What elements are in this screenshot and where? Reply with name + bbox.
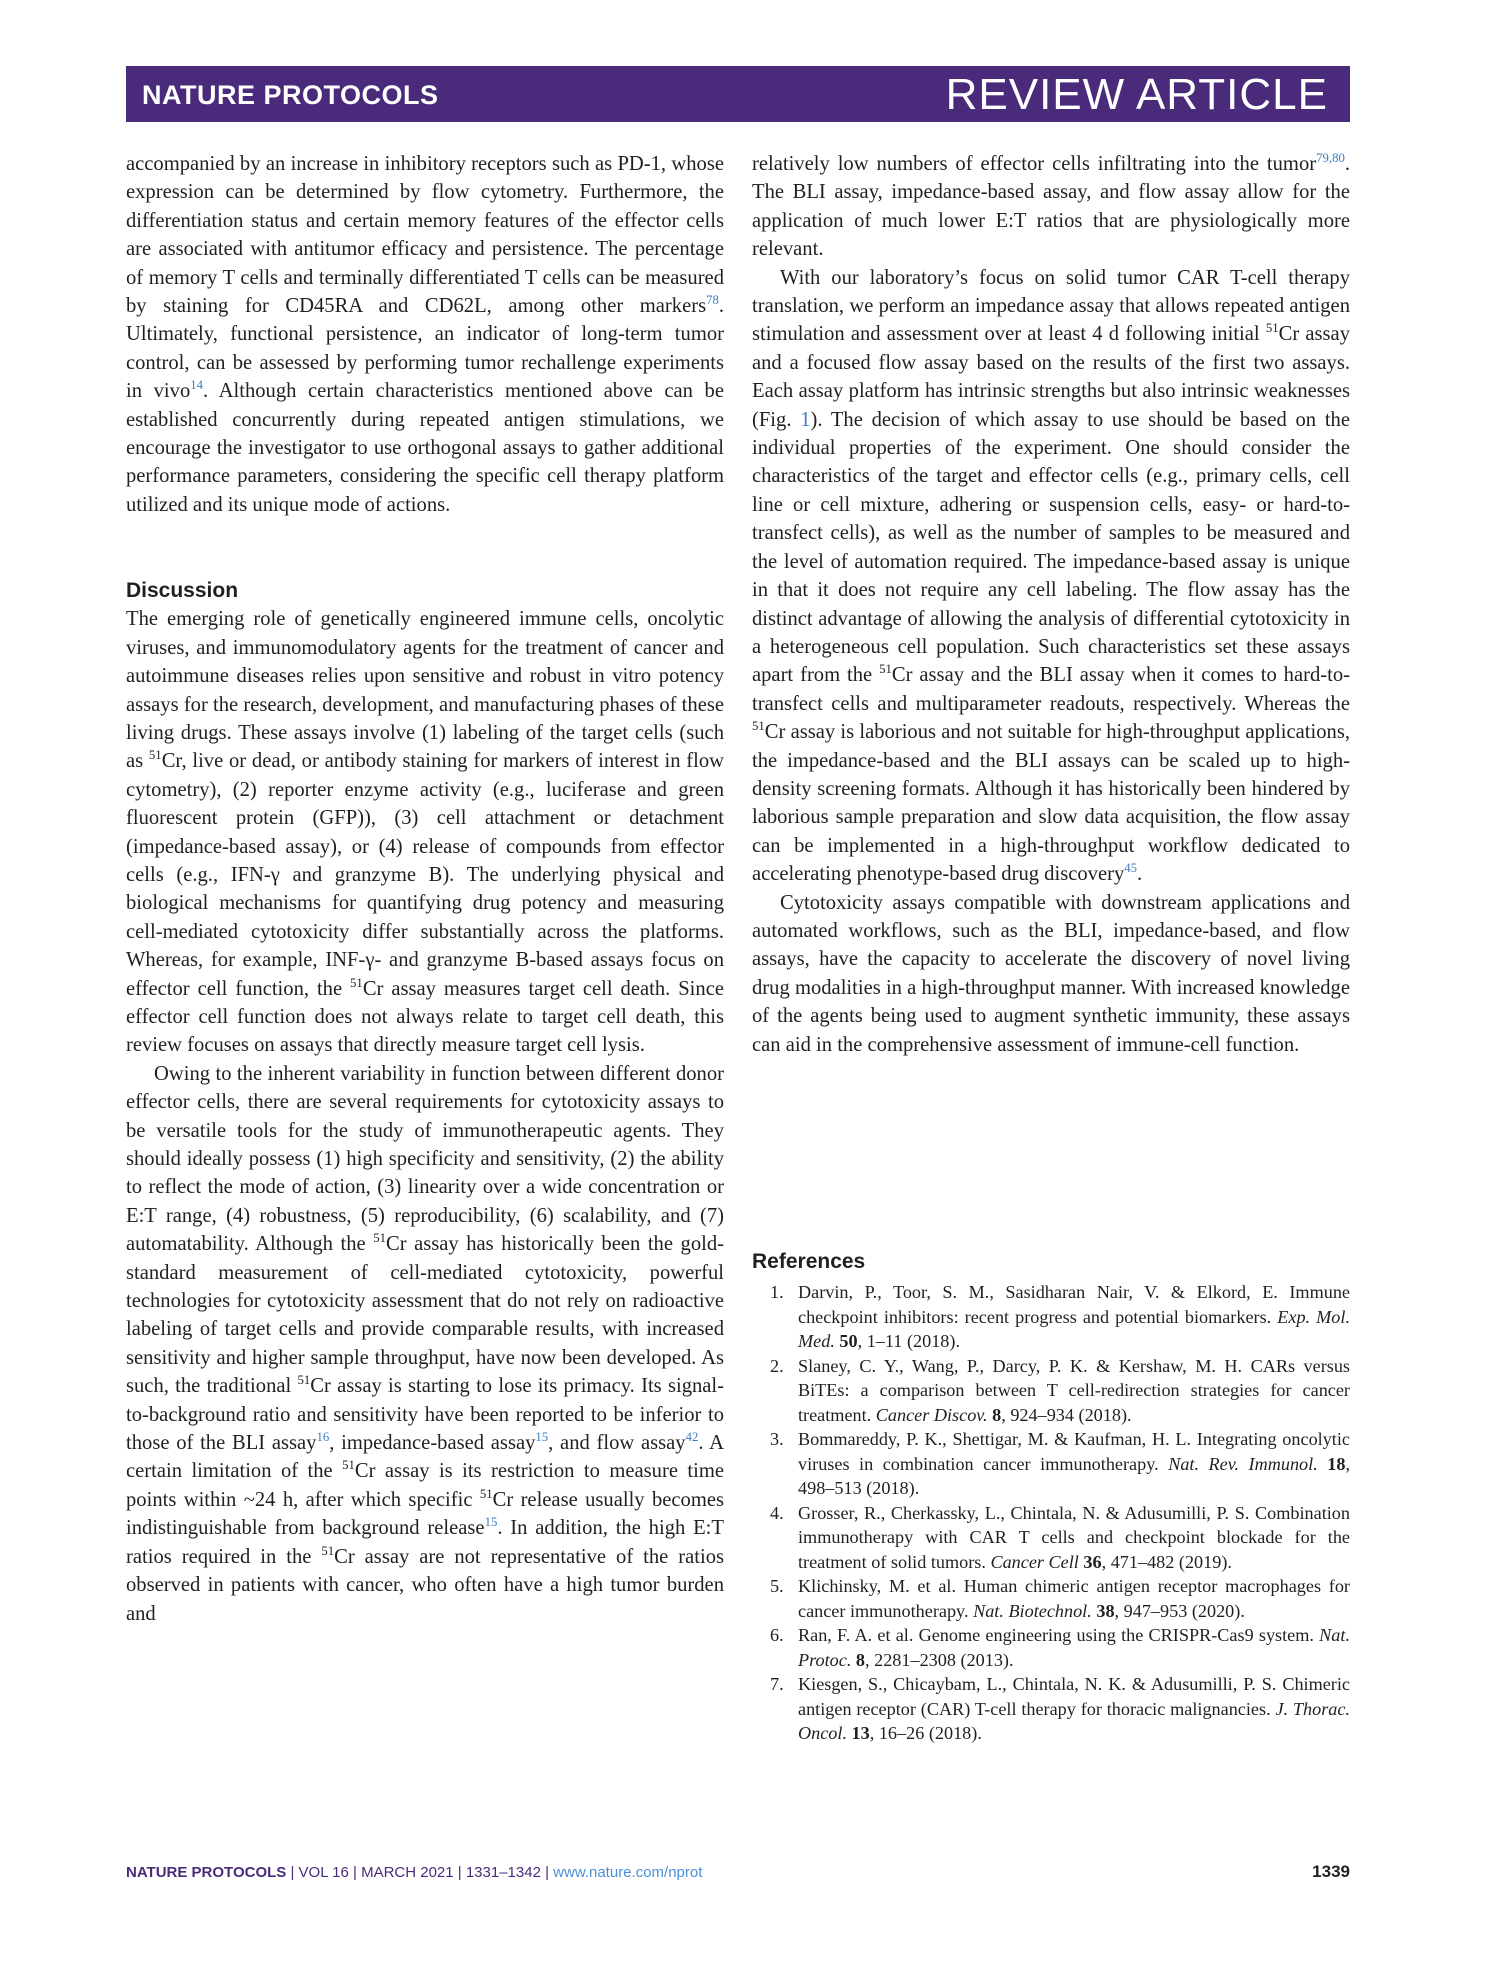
references-section <box>752 1248 1350 1746</box>
journal-header-bar <box>126 66 1350 122</box>
citation-link[interactable]: 14 <box>190 378 204 393</box>
paragraph: Owing to the inherent variability in function between different donor effector cells, there are several requirements for cytotoxicity assays to be versatile tools for the study of immunotherapeutic agents. They should ideally possess (1) high specificity and sensitivity, (2) the ability to reflect the mode of action, (3) linearity over a wide concentration or E:T range, (4) robustness, (5) reproducibility, (6) scalability, and (7) automatability. Although the $^{51}$Cr assay has historically been the gold-standard measurement of cell-mediated cytotoxicity, powerful technologies for cytotoxicity assessment that do not rely on radioactive labeling of target cells and provide comparable results, with increased sensitivity and higher sample throughput, have now been developed. As such, the traditional $^{51}$Cr assay is starting to lose its primacy. Its signal-to-background ratio and sensitivity have been reported to be inferior to those of the BLI assay$^{16}$, impedance-based assay$^{15}$, and flow assay$^{42}$. A certain limitation of the $^{51}$Cr assay is its restriction to measure time points within ~24 h, after which specific $^{51}$Cr release usually becomes indistinguishable from background release$^{15}$. In addition, the high E:T ratios required in the $^{51}$Cr assay are not representative of the ratios observed in patients with cancer, who often have a high tumor burden and <box>126 1062 725 1625</box>
reference-volume: 8 <box>992 1404 1002 1425</box>
paragraph: relatively low numbers of effector cells infiltrating into the tumor$^{79,80}$. The BLI assay, impedance-based assay, and flow assay allow for the application of much lower E:T ratios that are physiologically more relevant. <box>752 151 1350 261</box>
citation-link[interactable]: 16 <box>316 1430 330 1445</box>
reference-item: 5. Klichinsky, M. et al. Human chimeric antigen receptor macrophages for cancer immunotherapy. Nat. Biotechnol. 38, 947–953 (2020). <box>770 1576 1350 1621</box>
page-footer <box>126 1862 1350 1886</box>
journal-url-link[interactable]: www.nature.com/nprot <box>553 1864 703 1881</box>
reference-volume: 38 <box>1096 1600 1115 1621</box>
page-number: 1339 <box>1312 1862 1350 1881</box>
journal-name: NATURE PROTOCOLS <box>142 80 439 110</box>
paragraph: Cytotoxicity assays compatible with downstream applications and automated workflows, such as the BLI, impedance-based, and flow assays, have the capacity to accelerate the discovery of novel living drug modalities in a high-throughput manner. With increased knowledge of the agents being used to augment synthetic immunity, these assays can aid in the comprehensive assessment of immune-cell function. <box>752 891 1350 1056</box>
reference-number: 5. <box>770 1576 784 1596</box>
reference-volume: 50 <box>839 1331 858 1351</box>
reference-journal: Exp. Mol. Med. <box>798 1306 1351 1351</box>
left-column <box>126 150 724 1628</box>
citation-link[interactable]: 79,80 <box>1316 151 1345 166</box>
article-type: REVIEW ARTICLE <box>945 70 1328 119</box>
citation-link[interactable]: 45 <box>1124 861 1138 876</box>
reference-list <box>752 1280 1350 1746</box>
reference-number: 6. <box>770 1625 784 1645</box>
reference-journal: Cancer Cell <box>990 1551 1079 1572</box>
reference-number: 3. <box>770 1429 784 1449</box>
reference-number: 7. <box>770 1674 784 1694</box>
paragraph: The emerging role of genetically engineered immune cells, oncolytic viruses, and immunomodulatory agents for the treatment of cancer and autoimmune diseases relies upon sensitive and robust in vitro potency assays for the research, development, and manufacturing phases of these living drugs. These assays involve (1) labeling of the target cells (such as $^{51}$Cr, live or dead, or antibody staining for markers of interest in flow cytometry), (2) reporter enzyme activity (e.g., luciferase and green fluorescent protein (GFP)), (3) cell attachment or detachment (impedance-based assay), or (4) release of compounds from effector cells (e.g., IFN-γ and granzyme B). The underlying physical and biological mechanisms for quantifying drug potency and measuring cell-mediated cytotoxicity differ substantially across the platforms. Whereas, for example, INF-γ- and granzyme B-based assays focus on effector cell function, the $^{51}$Cr assay measures target cell death. Since effector cell function does not always relate to target cell death, this review focuses on assays that directly measure target cell lysis. <box>126 608 724 1057</box>
reference-item: 7. Kiesgen, S., Chicaybam, L., Chintala, N. K. & Adusumilli, P. S. Chimeric antigen receptor (CAR) T-cell therapy for thoracic malignancies. J. Thorac. Oncol. 13, 16–26 (2018). <box>770 1674 1351 1743</box>
section-heading-references: References <box>752 1250 866 1273</box>
reference-journal: Nat. Protoc. <box>798 1625 1350 1670</box>
reference-journal: Nat. Biotechnol. <box>973 1600 1092 1621</box>
reference-volume: 18 <box>1327 1453 1346 1474</box>
reference-item: 2. Slaney, C. Y., Wang, P., Darcy, P. K. & Kershaw, M. H. CARs versus BiTEs: a comparison between T cell-redirection strategies for cancer treatment. Cancer Discov. 8, 924–934 (2018). <box>770 1355 1350 1425</box>
figure-link[interactable]: 1 <box>800 408 811 431</box>
reference-item: 3. Bommareddy, P. K., Shettigar, M. & Kaufman, H. L. Integrating oncolytic viruses in combination cancer immunotherapy. Nat. Rev. Immunol. 18, 498–513 (2018). <box>770 1429 1351 1498</box>
reference-journal: Cancer Discov. <box>875 1404 988 1425</box>
reference-journal: Nat. Rev. Immunol. <box>1168 1453 1318 1474</box>
reference-number: 2. <box>770 1355 784 1376</box>
right-column <box>752 150 1350 1059</box>
citation-link[interactable]: 78 <box>706 293 719 308</box>
citation-link[interactable]: 42 <box>685 1430 699 1445</box>
reference-item: 4. Grosser, R., Cherkassky, L., Chintala, N. & Adusumilli, P. S. Combination immunotherapy with CAR T cells and checkpoint blockade for the treatment of solid tumors. Cancer Cell 36, 471–482 (2019). <box>770 1502 1350 1572</box>
section-heading-discussion: Discussion <box>126 579 239 603</box>
reference-journal: J. Thorac. Oncol. <box>798 1698 1351 1743</box>
citation-link[interactable]: 15 <box>484 1515 498 1530</box>
reference-number: 4. <box>770 1502 784 1523</box>
reference-volume: 36 <box>1083 1551 1102 1572</box>
reference-volume: 13 <box>851 1723 870 1743</box>
reference-volume: 8 <box>855 1649 866 1670</box>
paragraph: With our laboratory’s focus on solid tumor CAR T-cell therapy translation, we perform an impedance assay that allows repeated antigen stimulation and assessment over at least 4 d following initial $^{51}$Cr assay and a focused flow assay based on the results of the first two assays. Each assay platform has intrinsic strengths but also intrinsic weaknesses (Fig. 1). The decision of which assay to use should be based on the individual properties of the experiment. One should consider the characteristics of the target and effector cells (e.g., primary cells, cell line or cell mixture, adhering or suspension cells, easy- or hard-to-transfect cells), as well as the number of samples to be measured and the level of automation required. The impedance-based assay is unique in that it does not require any cell labeling. The flow assay has the distinct advantage of allowing the analysis of differential cytotoxicity in a heterogeneous cell population. Such characteristics set these assays apart from the $^{51}$Cr assay and the BLI assay when it comes to hard-to-transfect cells and multiparameter readouts, respectively. Whereas the $^{51}$Cr assay is laborious and not suitable for high-throughput applications, the impedance-based and the BLI assays can be scaled up to high-density screening formats. Although it has historically been hindered by laborious sample preparation and slow data acquisition, the flow assay can be implemented in a high-throughput workflow dedicated to accelerating phenotype-based drug discovery$^{45}$. <box>752 266 1350 886</box>
reference-item: 1. Darvin, P., Toor, S. M., Sasidharan Nair, V. & Elkord, E. Immune checkpoint inhibitors: recent progress and potential biomarkers. Exp. Mol. Med. 50, 1–11 (2018). <box>770 1282 1351 1351</box>
reference-number: 1. <box>770 1282 784 1302</box>
citation-link[interactable]: 15 <box>535 1430 549 1445</box>
footer-citation: NATURE PROTOCOLS | VOL 16 | MARCH 2021 | 1331–1342 | www.nature.com/nprot <box>126 1864 703 1881</box>
reference-item: 6. Ran, F. A. et al. Genome engineering using the CRISPR-Cas9 system. Nat. Protoc. 8, 2281–2308 (2013). <box>770 1625 1350 1670</box>
paragraph: accompanied by an increase in inhibitory receptors such as PD-1, whose expression can be determined by flow cytometry. Furthermore, the differentiation status and certain memory features of the effector cells are associated with antitumor efficacy and persistence. The percentage of memory T cells and terminally differentiated T cells can be measured by staining for CD45RA and CD62L, among other markers$^{78}$. Ultimately, functional persistence, an indicator of long-term tumor control, can be assessed by performing tumor rechallenge experiments in vivo$^{14}$. Although certain characteristics mentioned above can be established concurrently during repeated antigen stimulations, we encourage the investigator to use orthogonal assays to gather additional performance parameters, considering the specific cell therapy platform utilized and its unique mode of actions. <box>126 153 724 516</box>
